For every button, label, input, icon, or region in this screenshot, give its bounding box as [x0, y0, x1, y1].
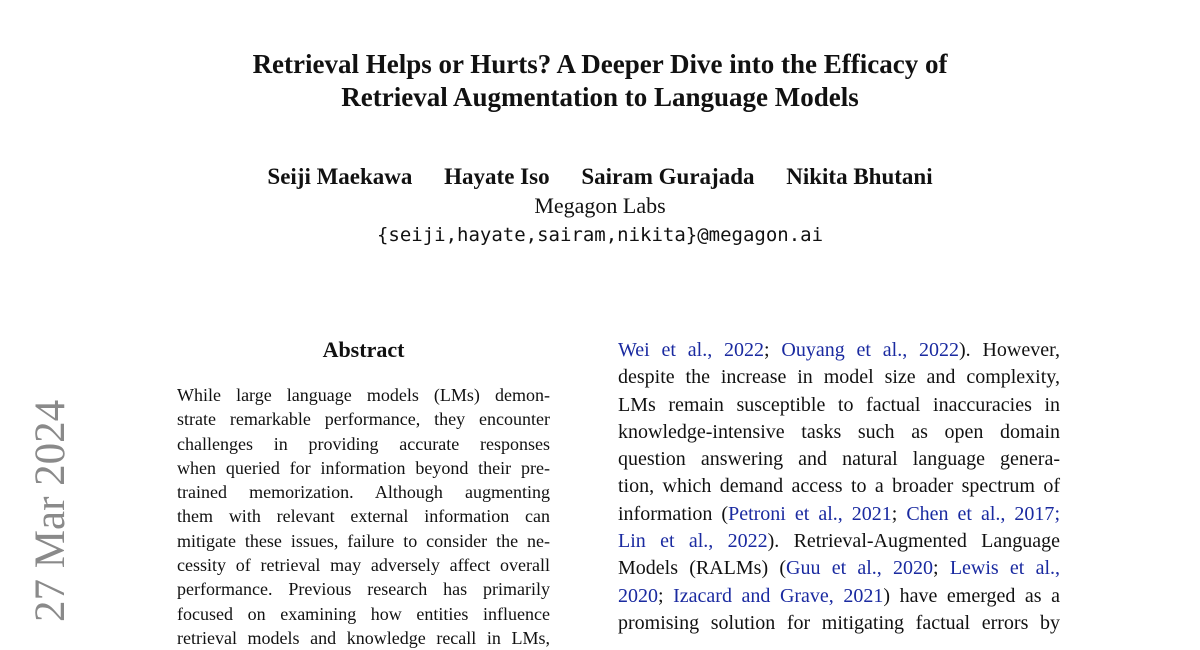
abstract-body	[177, 383, 550, 650]
affiliation: Megagon Labs	[534, 193, 666, 218]
citation-link[interactable]: Petroni et al., 2021	[728, 502, 892, 525]
intro-line	[618, 501, 1060, 528]
citation-link[interactable]: Wei et al., 2022	[618, 339, 765, 361]
abstract-line: performance. Previous research has primarily	[177, 579, 550, 600]
citation-link[interactable]: Lewis et al.,	[949, 557, 1061, 580]
intro-line	[618, 583, 1060, 610]
paper-title	[0, 48, 1200, 114]
intro-text: information (	[618, 502, 729, 525]
citation-link[interactable]: Ouyang et al., 2022	[781, 339, 960, 361]
intro-line: LMs remain susceptible to factual inaccuracies in	[618, 393, 1060, 416]
intro-text: ). However,	[959, 339, 1060, 361]
author-name: Sairam Gurajada	[581, 164, 755, 189]
intro-text: Models (RALMs) (	[618, 557, 787, 580]
intro-text: ;	[933, 557, 950, 580]
intro-line: promising solution for mitigating factual errors by	[618, 611, 1060, 634]
abstract-line: challenges in providing accurate responses	[177, 433, 550, 454]
intro-line	[618, 528, 1060, 555]
abstract-line: when queried for information beyond their pre-	[177, 457, 550, 478]
arxiv-date-stamp: 27 Mar 2024	[27, 399, 74, 622]
intro-line: despite the increase in model size and complexity,	[618, 366, 1060, 389]
paper-title-line: Retrieval Augmentation to Language Models	[341, 82, 859, 112]
intro-line	[618, 337, 1060, 364]
abstract-line: strate remarkable performance, they encounter	[177, 409, 550, 430]
abstract-line: cessity of retrieval may adversely affect overall	[177, 555, 550, 576]
citation-link[interactable]: Chen et al., 2017	[906, 502, 1055, 525]
author-name: Nikita Bhutani	[786, 164, 933, 189]
citation-link[interactable]: 2020	[618, 584, 658, 607]
intro-text: ;	[1054, 502, 1060, 525]
citation-link[interactable]: Izacard and Grave, 2021	[673, 584, 884, 607]
author-name: Hayate Iso	[444, 164, 550, 189]
intro-line: knowledge-intensive tasks such as open domain	[618, 420, 1060, 443]
intro-text: ;	[891, 502, 907, 525]
abstract-line: them with relevant external information can	[177, 506, 550, 527]
abstract-line: While large language models (LMs) demon-	[177, 385, 550, 405]
citation-link[interactable]: Lin et al., 2022	[618, 530, 768, 553]
intro-text: ;	[764, 339, 782, 361]
author-emails: {seiji,hayate,sairam,nikita}@megagon.ai	[376, 224, 824, 246]
abstract-heading: Abstract	[322, 337, 405, 362]
abstract-line: trained memorization. Although augmenting	[177, 482, 550, 503]
intro-text: ;	[658, 584, 674, 607]
author-list	[0, 162, 1200, 192]
introduction-column	[618, 337, 1060, 637]
author-name: Seiji Maekawa	[267, 164, 413, 189]
intro-line: tion, which demand access to a broader spectrum of	[618, 475, 1060, 498]
abstract-line: focused on examining how entities influence	[177, 603, 550, 624]
abstract-line: mitigate these issues, failure to consider the ne-	[177, 530, 550, 551]
intro-line: question answering and natural language genera-	[618, 448, 1060, 471]
citation-link[interactable]: Guu et al., 2020	[786, 557, 934, 580]
intro-text: ) have emerged as a	[883, 584, 1061, 607]
abstract-line: retrieval models and knowledge recall in LMs,	[177, 627, 550, 648]
intro-text: ). Retrieval-Augmented Language	[767, 530, 1061, 553]
paper-title-line: Retrieval Helps or Hurts? A Deeper Dive into the Efficacy of	[252, 49, 948, 79]
intro-line	[618, 555, 1060, 582]
